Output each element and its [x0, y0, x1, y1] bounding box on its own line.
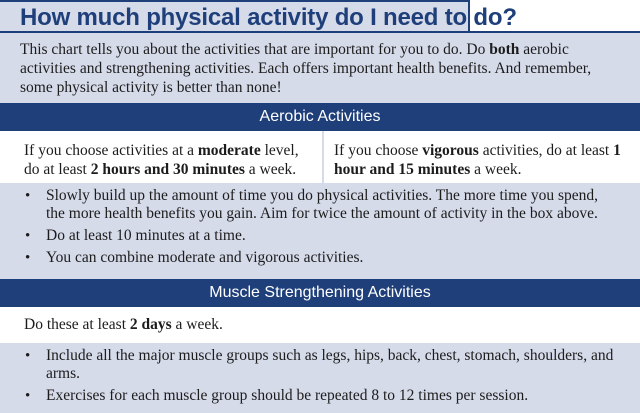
moderate-bold-2: 2 hours and 30 minutes: [90, 161, 245, 178]
muscle-req-text-1: Do these at least: [24, 316, 130, 333]
vigorous-text-3: a week.: [470, 161, 522, 178]
moderate-text-3: a week.: [244, 161, 297, 178]
list-item: [20, 227, 620, 245]
aerobic-tip-text: You can combine moderate and vigorous activities.: [46, 249, 364, 266]
muscle-heading-bar: [0, 279, 640, 307]
bullet-icon: •: [25, 228, 31, 244]
title-tab: [0, 0, 517, 33]
bullet-icon: •: [25, 348, 31, 364]
muscle-req-text-2: a week.: [171, 316, 223, 333]
vigorous-cell: [324, 131, 640, 183]
muscle-tip-text: Include all the major muscle groups such as legs, hips, back, chest, stomach, shoulders, and arms.: [46, 347, 614, 382]
aerobic-heading-bar: [0, 103, 640, 131]
aerobic-levels: [0, 131, 640, 183]
list-item: [20, 387, 620, 405]
muscle-requirement: [0, 307, 640, 343]
moderate-text-2: level, do at least: [24, 142, 299, 178]
list-item: [20, 347, 620, 383]
moderate-cell: [0, 131, 322, 183]
muscle-req-bold: 2 days: [129, 316, 172, 333]
list-item: [20, 187, 620, 223]
moderate-bold-1: moderate: [197, 142, 261, 159]
intro-text-1: This chart tells you about the activities that are important for you to do. Do: [20, 41, 490, 58]
intro-bold: both: [489, 41, 520, 58]
aerobic-tips-panel: [0, 183, 640, 279]
aerobic-tip-text: Do at least 10 minutes at a time.: [46, 227, 246, 244]
bullet-icon: •: [25, 388, 31, 404]
intro-text-2: aerobic activities and strengthening activities. Each offers important health benefits. And remember, some physical activity is better than none!: [20, 41, 592, 96]
list-item: [20, 249, 620, 267]
muscle-tips-panel: [0, 343, 640, 413]
page-title: How much physical activity do I need to do?: [20, 4, 517, 31]
muscle-tip-text: Exercises for each muscle group should be repeated 8 to 12 times per session.: [46, 387, 529, 404]
bullet-icon: •: [25, 188, 31, 204]
muscle-heading: Muscle Strengthening Activities: [209, 284, 431, 301]
vigorous-bold-2: 1 hour and 15 minutes: [334, 142, 621, 178]
intro-panel: [0, 33, 640, 103]
vigorous-text-1: If you choose: [334, 142, 423, 159]
muscle-tips-list: [20, 347, 620, 405]
aerobic-heading: Aerobic Activities: [259, 108, 381, 125]
aerobic-tip-text: Slowly build up the amount of time you do physical activities. The more time you spend, the more health benefits you gain. Aim for twice the amount of activity in the box above.: [46, 187, 599, 222]
aerobic-tips-list: [20, 187, 620, 267]
moderate-text-1: If you choose activities at a: [24, 142, 198, 159]
title-header: [0, 0, 640, 33]
vigorous-text-2: activities, do at least: [478, 142, 614, 159]
vigorous-bold-1: vigorous: [422, 142, 479, 159]
bullet-icon: •: [25, 250, 31, 266]
